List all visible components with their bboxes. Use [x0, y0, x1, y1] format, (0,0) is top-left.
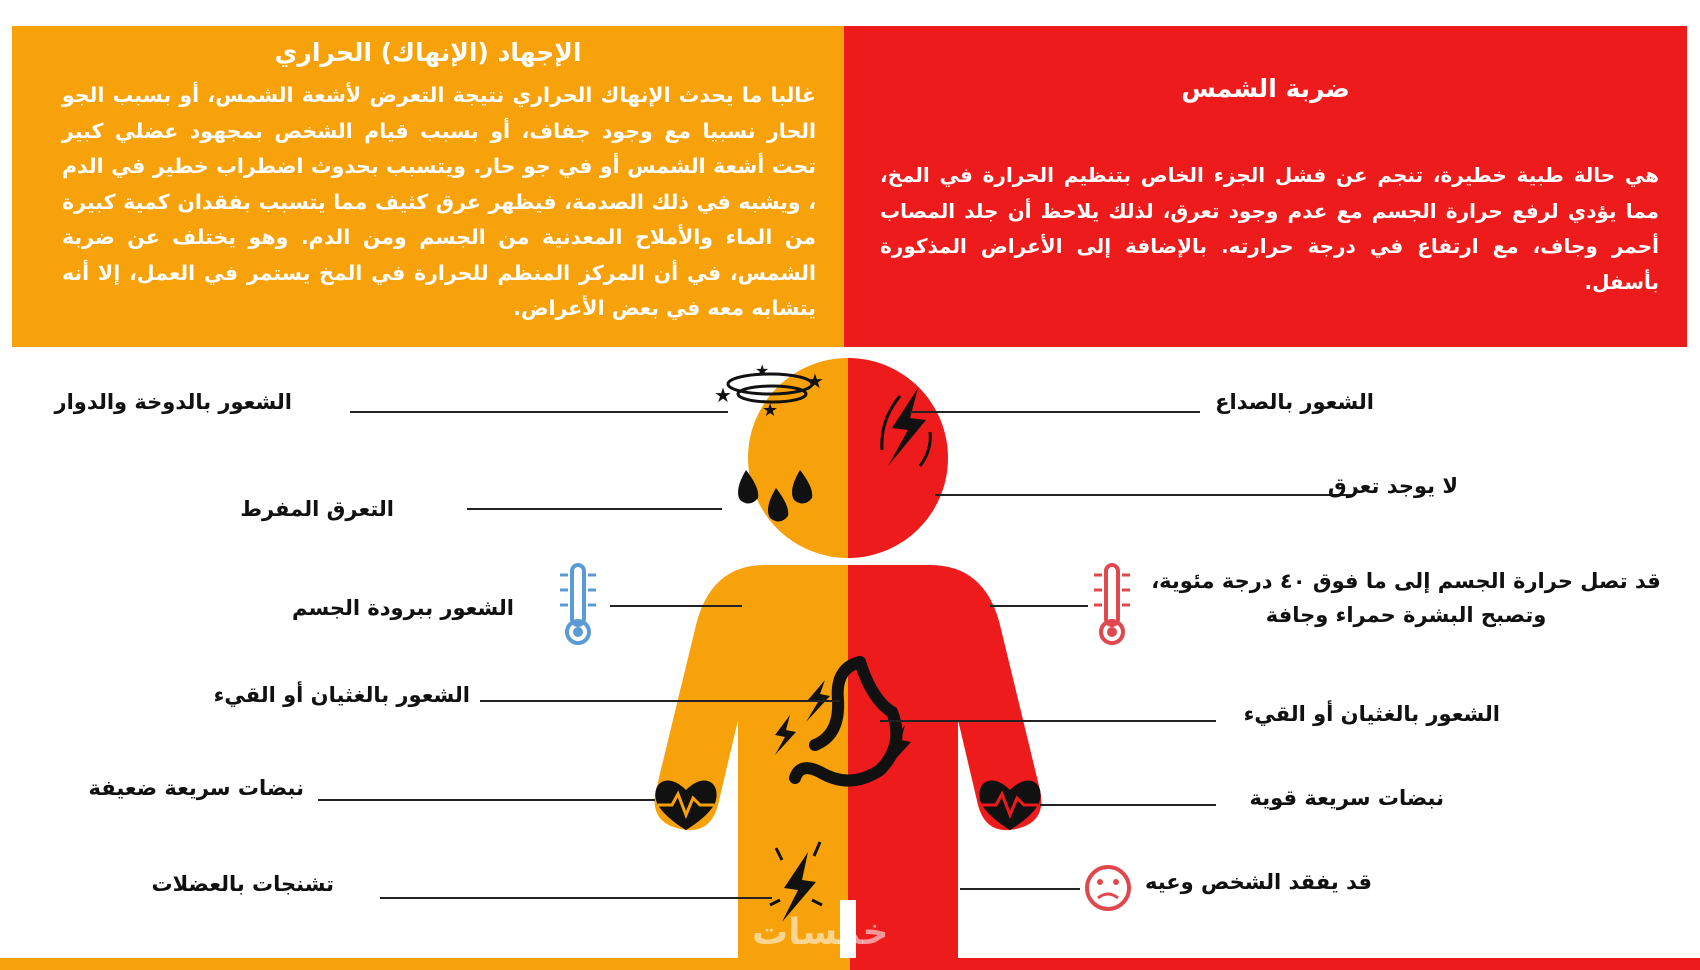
leader-nausea-left: [480, 700, 840, 702]
symptom-nausea-right: الشعور بالغثيان أو القيء: [1243, 702, 1500, 726]
svg-text:★: ★: [806, 369, 824, 393]
symptom-headache: الشعور بالصداع: [1215, 390, 1374, 414]
symptom-nausea-left: الشعور بالغثيان أو القيء: [213, 683, 470, 707]
bottom-bar-heat-exhaustion: [0, 958, 850, 970]
symptom-high-temperature-line2: وتصبح البشرة حمراء وجافة: [1265, 603, 1547, 627]
svg-text:★: ★: [762, 400, 779, 421]
heat-exhaustion-title: الإجهاد (الإنهاك) الحراري: [274, 38, 582, 67]
leader-no-sweat: [935, 494, 1355, 496]
leader-pulse-right: [1040, 804, 1216, 806]
symptom-no-sweating: لا يوجد تعرق: [1327, 474, 1458, 498]
heat-exhaustion-description: غالبا ما يحدث الإنهاك الحراري نتيجة التعرض لأشعة الشمس، أو بسبب الجو الحار نسبيا مع وجود جفاف، أو بسبب قيام الشخص بمجهود عضلي كبير تحت أشعة الشمس أو في جو حار. ويتسبب بحدوث اضطراب خطير في الدم ، ويشبه في ذلك الصدمة، فيظهر عرق كثيف مما يتسبب بفقدان كمية كبيرة من الماء والأملاح المعدنية من الجسم ومن الدم. وهو يختلف عن ضربة الشمس، في أن المركز المنظم للحرارة في المخ يستمر في العمل، إلا أنه يتشابه معه في بعض الأعراض.: [62, 83, 816, 320]
symptom-excessive-sweating: التعرق المفرط: [240, 497, 394, 521]
symptom-weak-pulse: نبضات سريعة ضعيفة: [88, 776, 304, 800]
leader-faint: [960, 888, 1080, 890]
leader-pulse-left: [318, 799, 655, 801]
leader-nausea-right: [880, 720, 1216, 722]
leader-cramps: [380, 897, 772, 899]
leader-temperature: [990, 605, 1088, 607]
leader-headache: [910, 411, 1200, 413]
leader-dizziness: [350, 411, 728, 413]
sad-face-icon: [1087, 867, 1129, 909]
thermometer-cold-icon: [560, 565, 596, 643]
leader-sweating: [467, 508, 722, 510]
watermark: خمسات: [752, 912, 889, 953]
thermometer-hot-icon: [1094, 565, 1130, 643]
symptom-loss-of-consciousness: قد يفقد الشخص وعيه: [1144, 870, 1372, 894]
symptom-feeling-cold: الشعور ببرودة الجسم: [292, 596, 514, 620]
bottom-bar-sunstroke: [850, 958, 1700, 970]
symptom-high-temperature-line1: قد تصل حرارة الجسم إلى ما فوق ٤٠ درجة مئوية،: [1151, 569, 1661, 593]
svg-text:★: ★: [755, 361, 770, 380]
symptom-muscle-cramps: تشنجات بالعضلات: [151, 872, 334, 896]
sunstroke-description: هي حالة طبية خطيرة، تنجم عن فشل الجزء الخاص بتنظيم الحرارة في المخ، مما يؤدي لرفع حرارة الجسم مع عدم وجود تعرق، لذلك يلاحظ أن جلد المصاب أحمر وجاف، مع ارتفاع في درجة حرارته. بالإضافة إلى الأعراض المذكورة بأسفل.: [880, 163, 1659, 294]
symptom-dizziness: الشعور بالدوخة والدوار: [54, 390, 292, 414]
leader-cold: [610, 605, 742, 607]
torso: [655, 565, 1042, 960]
symptom-strong-pulse: نبضات سريعة قوية: [1249, 786, 1444, 810]
symptom-high-temperature: [1132, 564, 1680, 632]
svg-text:★: ★: [714, 383, 732, 407]
sunstroke-title: ضربة الشمس: [1181, 74, 1350, 103]
